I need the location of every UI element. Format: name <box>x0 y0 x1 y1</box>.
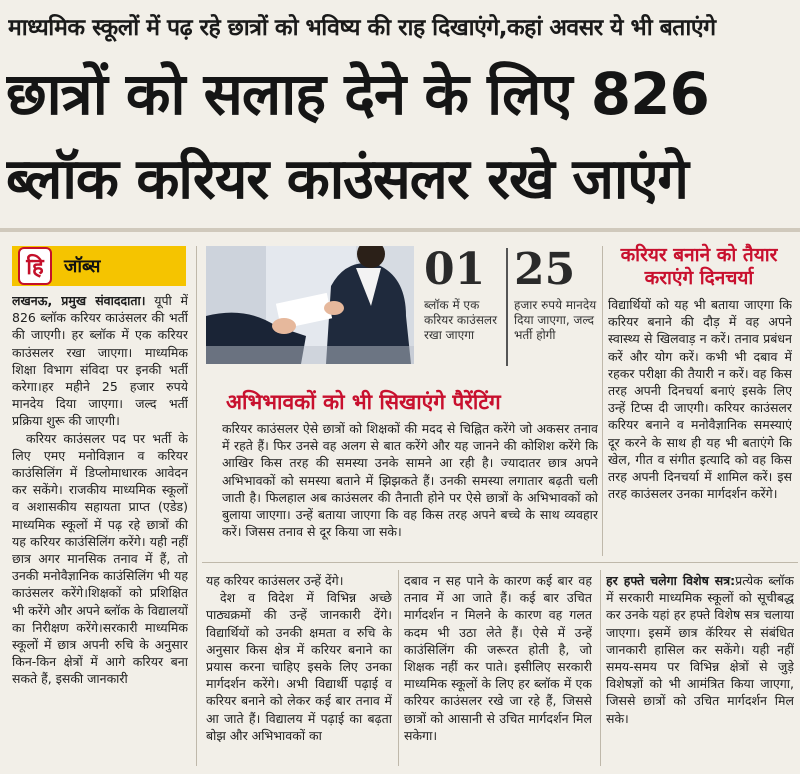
column-2 <box>206 572 392 768</box>
stat-1-number: 01 <box>424 244 486 295</box>
column-divider-3 <box>600 570 601 766</box>
col4-text: प्रत्येक ब्लॉक में सरकारी माध्यमिक स्कूलों को सूचीबद्ध कर उनके यहां हर हफ्ते विशेष सत्र चलाया जाएगा। इसमें छात्र कॅरियर से संबंधित जानकारी हासिल कर सकेंगे। यही नहीं समय-समय पर विभिन्न क्षेत्रों से जुड़े विशेषज्ञों को भी आमंत्रित किया जाएगा, जिससे छात्रों को उचित मार्गदर्शन मिल सके। <box>606 573 794 726</box>
side-heading: करियर बनाने को तैयार कराएंगे दिनचर्या <box>620 244 778 289</box>
stat-2-number: 25 <box>514 244 576 295</box>
brand-logo-icon: हि <box>18 247 52 285</box>
headline-line-1: छात्रों को सलाह देने के लिए 826 <box>6 60 709 128</box>
col1-paragraph-2: करियर काउंसलर पद पर भर्ती के लिए एमए मनोविज्ञान व करियर काउंसिलिंग में डिप्लोमाधारक आवेदन कर सकेंगे। राजकीय माध्यमिक स्कूलों व अशासकीय सहायता प्राप्त (एडेड) माध्यमिक स्कूलों में पढ़ रहे छात्रों की यह करियर काउंसिलिंग करेंगे। यही नहीं छात्र अगर मानसिक तनाव में हैं, तो उनकी मनोवैज्ञानिक काउंसिलिंग भी यह काउंसलर करेंगे।शिक्षकों को प्रशिक्षित भी करेंगे और अपने ब्लॉक के विद्यालयों का निरीक्षण करेंगे।सरकारी माध्यमिक स्कूलों में छात्र अपनी रुचि के अनुसार किन-किन क्षेत्रों में आगे करियर बना सकते हैं, इसकी जानकारी <box>12 430 188 687</box>
column-1 <box>12 292 188 770</box>
stat-1-caption: ब्लॉक में एक करियर काउंसलर रखा जाएगा <box>424 298 497 342</box>
col2-paragraph-2: देश व विदेश में विभिन्न अच्छे पाठ्यक्रमों की उन्हें जानकारी देंगे। विद्यार्थियों को उनकी क्षमता व रुचि के अनुसार किस क्षेत्र में करियर बनाने का प्रयास करना चाहिए इसके लिए उनका मार्गदर्शन करेंगे। अभी विद्यार्थी पढ़ाई व करियर बनाने को लेकर कई बार तनाव में आ जाते हैं। विद्यालय में पढ़ाई का बढ़ता बोझ और अभिभावकों का <box>206 590 392 743</box>
col1-paragraph-1: यूपी में 826 ब्लॉक करियर काउंसलर की भर्ती की जाएगी। हर ब्लॉक में एक करियर काउंसलर रखा जाएगा। माध्यमिक शिक्षा विभाग संविदा पर इनकी भर्ती करेगा।हर महीने 25 हजार रुपये मानदेय दिया जाएगा। जल्द भर्ती प्रक्रिया शुरू की जाएगी। <box>12 293 188 429</box>
col4-lead: हर हफ्ते चलेगा विशेष सत्र: <box>606 573 736 588</box>
kicker-headline: माध्यमिक स्कूलों में पढ़ रहे छात्रों को भविष्य की राह दिखाएंगे,कहां अवसर ये भी बताएंगे <box>8 15 716 41</box>
column-divider-2 <box>398 570 399 766</box>
headline-rule <box>0 228 800 232</box>
stat-2 <box>514 246 598 343</box>
parenting-text: करियर काउंसलर ऐसे छात्रों को शिक्षकों की मदद से चिह्नित करेंगे जो अकसर तनाव में रहते हैं। फिर उनसे वह अलग से बात करेंगे और यह जानने की कोशिश करेंगे कि आखिर किस तरह की समस्या उनके सामने आ रही है। ज्यादातर छात्र अपने अभिभावकों को समस्या बताने में झिझकते हैं। उनकी समस्या लगातार बढ़ती चली जाती है। फिलहाल अब काउंसलर की तैनाती होने पर ऐसे छात्रों के अभिभावकों को बुलाया जाएगा। उन्हें बताया जाएगा कि वह किस तरह अपने बच्चे के साथ व्यवहार करें। जिसस तनाव से दूर किया जा सके। <box>222 421 598 540</box>
side-text: विद्यार्थियों को यह भी बताया जाएगा कि करियर बनाने की दौड़ में वह अपने स्वास्थ्य से खिलवाड़ न करें। तनाव प्रबंधन करें और योग करें। कभी भी दबाव में रहकर परीक्षा की तैयारी न करें। वह किस तरह अपनी दिनचर्या बनाएं इसके लिए उन्हें टिप्स दी जाएगी। करियर काउंसलर करियर बनाने व मनोवैज्ञानिक समस्याएं दूर करने के साथ ही यह भी बताएंगे कि खेल, गीत व संगीत इत्यादि को वह किस तरह अपनी दिनचर्या में शामिल करें। इस तरह काउंसलर उनका मार्गदर्शन करेंगे। <box>608 297 792 502</box>
brand-label: जॉब्स <box>64 256 101 277</box>
stat-2-caption: हजार रुपये मानदेय दिया जाएगा, जल्द भर्ती होगी <box>514 298 597 342</box>
headline-line-2: ब्लॉक करियर काउंसलर रखे जाएंगे <box>6 147 688 212</box>
parenting-heading: अभिभावकों को भी सिखाएंगे पैरेंटिंग <box>226 390 501 414</box>
stat-1 <box>424 246 502 343</box>
counselling-photo <box>206 246 414 364</box>
section-brand <box>12 246 186 286</box>
byline: लखनऊ, प्रमुख संवाददाता। <box>12 293 146 308</box>
column-3: दबाव न सह पाने के कारण कई बार वह तनाव में आ जाते हैं। कई बार उचित मार्गदर्शन न मिलने के कारण वह गलत कदम भी उठा लेते हैं। ऐसे में उन्हें काउंसिलिंग की जरूरत होती है, जो शिक्षक नहीं कर पाते। इसीलिए सरकारी माध्यमिक स्कूलों के लिए हर ब्लॉक में एक करियर काउंसलर रखे जा रहे हैं, जिससे छात्रों को आसानी से उचित मार्गदर्शन मिल सकेगा। <box>404 573 592 743</box>
stat-divider <box>506 248 508 366</box>
column-4 <box>606 572 794 768</box>
box-bottom-rule <box>202 562 798 563</box>
column-divider-1 <box>196 246 197 766</box>
column-divider-side <box>602 246 603 556</box>
handshake-illustration-icon <box>206 246 414 364</box>
col2-paragraph-1: यह करियर काउंसलर उन्हें देंगे। <box>206 573 344 588</box>
